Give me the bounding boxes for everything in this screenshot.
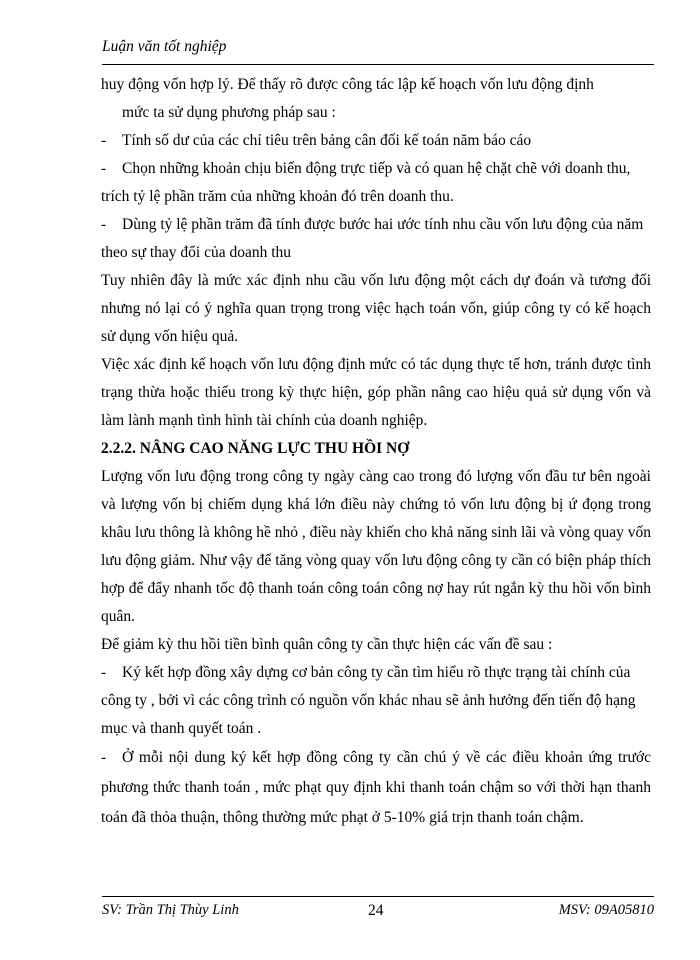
list-item-text: Tính số dư của các chỉ tiêu trên bảng cân đối kế toán năm báo cáo <box>122 132 532 149</box>
footer-student-id: MSV: 09A05810 <box>558 902 654 918</box>
page-content <box>101 71 651 833</box>
bullet-dash: - <box>101 664 107 681</box>
footer-author: SV: Trần Thị Thùy Linh <box>102 902 239 918</box>
paragraph: Tuy nhiên đây là mức xác định nhu cầu vốn lưu động một cách dự đoán và tương đối nhưng nó lại có ý nghĩa quan trọng trong việc hạch toán vốn, giúp công ty có kế hoạch sử dụng vốn hiệu quả. <box>101 272 651 345</box>
paragraph: Để giảm kỳ thu hồi tiền bình quân công ty cần thực hiện các vấn đề sau : <box>101 636 553 653</box>
list-item <box>101 659 651 743</box>
section-heading: 2.2.2. NÂNG CAO NĂNG LỰC THU HỒI NỢ <box>101 440 410 457</box>
bullet-dash: - <box>101 132 107 149</box>
paragraph-intro-line1: huy động vốn hợp lý. Để thấy rõ được công tác lập kế hoạch vốn lưu động định <box>101 76 594 93</box>
list-item <box>101 743 651 833</box>
list-item-text: Ở mỗi nội dung ký kết hợp đồng công ty cần chú ý về các điều khoản ứng trước phương thức thanh toán , mức phạt quy định khi thanh toán chậm so với thời hạn thanh toán đã thỏa thuận, thông thường mức phạt ở 5-10% giá trịn thanh toán chậm. <box>101 749 651 826</box>
paragraph-intro-line2: mức ta sử dụng phương pháp sau : <box>122 104 336 121</box>
paragraph: Việc xác định kế hoạch vốn lưu động định mức có tác dụng thực tế hơn, tránh được tình trạng thừa hoặc thiếu trong kỳ thực hiện, góp phần nâng cao hiệu quả sử dụng vốn và làm lành mạnh tình hình tài chính của doanh nghiệp. <box>101 356 651 429</box>
list-item-text: Ký kết hợp đồng xây dựng cơ bản công ty cần tìm hiểu rõ thực trạng tài chính của công ty , bởi vì các công trình có nguồn vốn khác nhau sẽ ảnh hưởng đến tiến độ hạng mục và thanh quyết toán . <box>101 664 636 737</box>
page-number: 24 <box>368 902 384 919</box>
list-item <box>101 211 651 267</box>
header-title: Luận văn tốt nghiệp <box>102 38 227 55</box>
list-item-text: Chọn những khoản chịu biến động trực tiếp và có quan hệ chặt chẽ với doanh thu, trích tỷ lệ phần trăm của những khoản đó trên doanh thu. <box>101 160 631 205</box>
paragraph-intro <box>101 71 651 99</box>
page-header <box>102 38 654 65</box>
paragraph-intro-cont <box>101 99 651 127</box>
list-item-text: Dùng tỷ lệ phần trăm đã tính được bước hai ước tính nhu cầu vốn lưu động của năm theo sự thay đổi của doanh thu <box>101 216 644 261</box>
footer-divider <box>102 896 654 897</box>
bullet-dash: - <box>101 749 107 766</box>
list-item <box>101 155 651 211</box>
paragraph: Lượng vốn lưu động trong công ty ngày càng cao trong đó lượng vốn đầu tư bên ngoài và lượng vốn bị chiếm dụng khá lớn điều này chứng tỏ vốn lưu động bị ứ đọng trong khâu lưu thông là không hề nhỏ , điều này khiến cho khả năng sinh lãi và vòng quay vốn lưu động giảm. Như vậy để tăng vòng quay vốn lưu động công ty cần có biện pháp thích hợp để đẩy nhanh tốc độ thanh toán công toán công nợ hay rút ngắn kỳ thu hồi vốn bình quân. <box>101 468 651 625</box>
bullet-dash: - <box>101 216 107 233</box>
bullet-dash: - <box>101 160 107 177</box>
list-item <box>101 127 651 155</box>
